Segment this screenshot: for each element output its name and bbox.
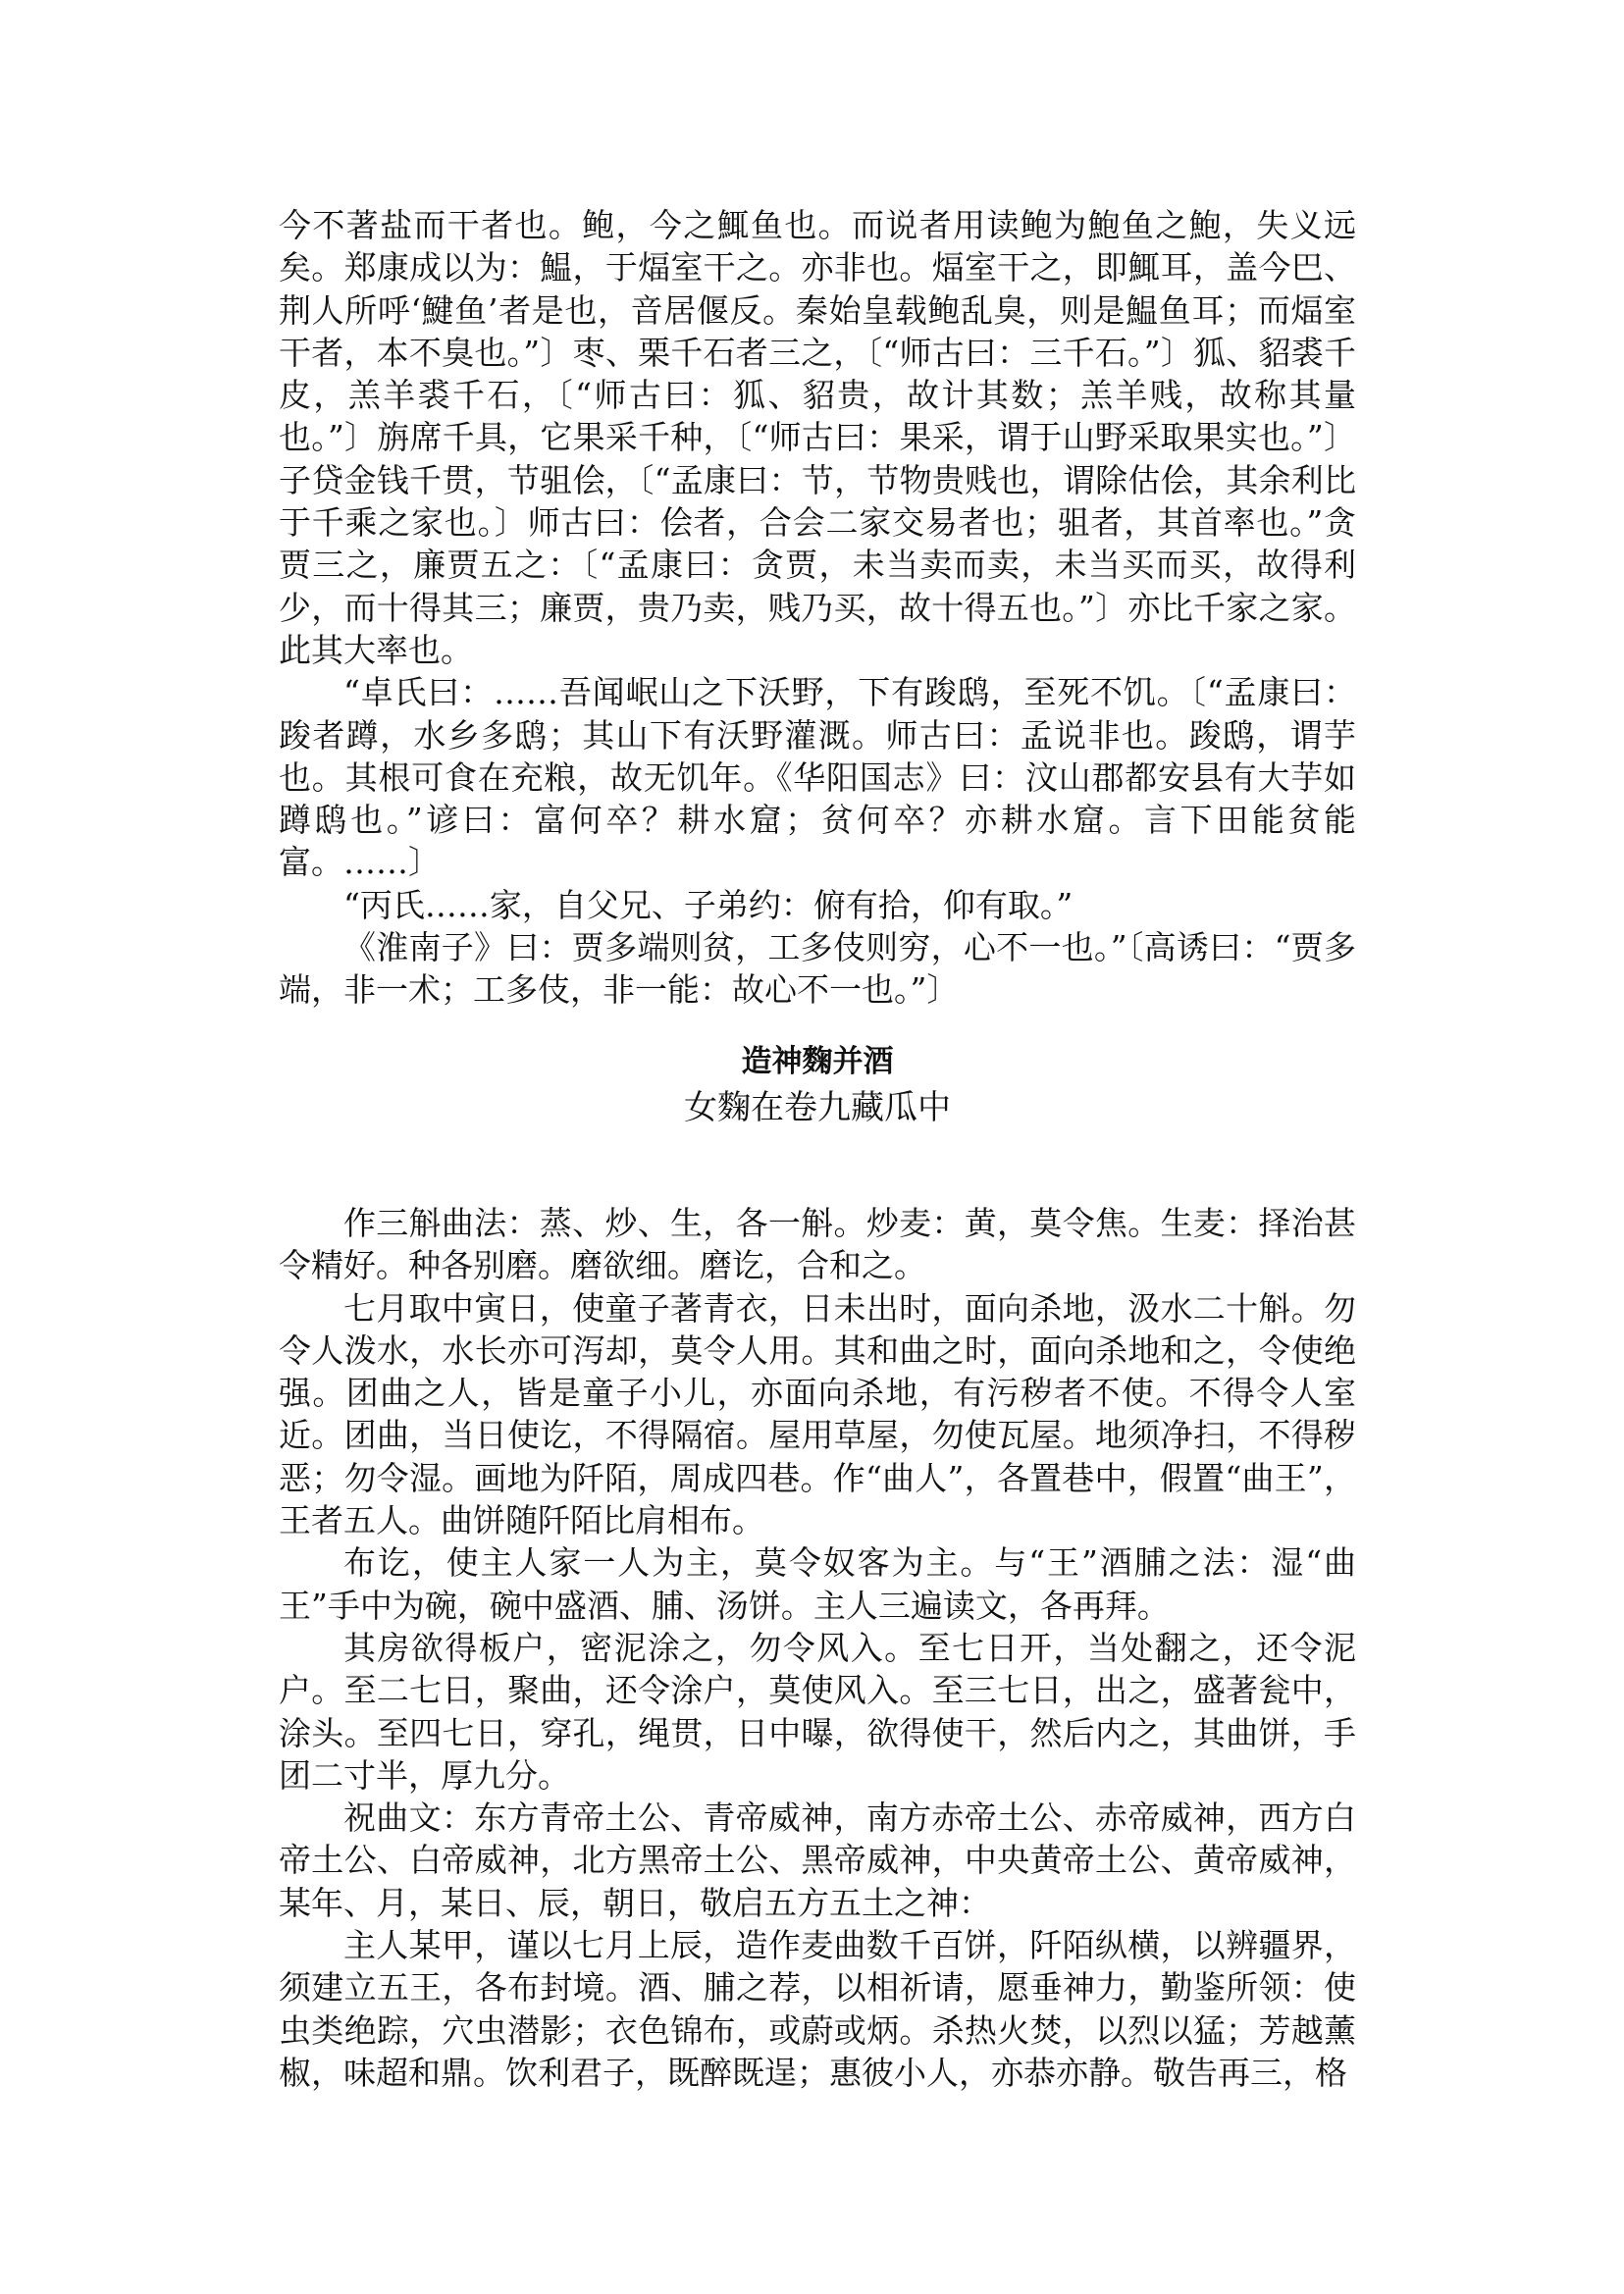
paragraph: 其房欲得板户，密泥涂之，勿令风入。至七日开，当处翻之，还令泥户。至二七日，聚曲，还令涂户，莫使风入。至三七日，出之，盛著瓮中，涂头。至四七日，穿孔，绳贯，日中曝，欲得使干，然后内之，其曲饼，手团二寸半，厚九分。 [279,1628,1356,1795]
paragraph: 祝曲文：东方青帝土公、青帝威神，南方赤帝土公、赤帝威神，西方白帝土公、白帝威神，北方黑帝土公、黑帝威神，中央黄帝土公、黄帝威神，某年、月，某日、辰，朝日，敬启五方五土之神： [279,1799,1356,1922]
top-text-block [279,204,1356,1012]
paragraph: 今不著盐而干者也。鲍，今之鮿鱼也。而说者用读鲍为鮑鱼之鮑，失义远矣。郑康成以为：鰛，于煏室干之。亦非也。煏室干之，即鮿耳，盖今巴、荆人所呼‘鰎鱼’者是也，音居偃反。秦始皇载鲍乱臭，则是鰛鱼耳；而煏室干者，本不臭也。”〕枣、栗千石者三之，〔“师古曰：三千石。”〕狐、貂裘千皮，羔羊裘千石，〔“师古曰：狐、貂贵，故计其数；羔羊贱，故称其量也。”〕旃席千具，它果采千种，〔“师古曰：果采，谓于山野采取果实也。”〕子贷金钱千贯，节驵侩，〔“孟康曰：节，节物贵贱也，谓除估侩，其余利比于千乘之家也。〕师古曰：侩者，合会二家交易者也；驵者，其首率也。”贪贾三之，廉贾五之：〔“孟康曰：贪贾，未当卖而卖，未当买而买，故得利少，而十得其三；廉贾，贵乃卖，贱乃买，故十得五也。”〕亦比千家之家。此其大率也。 [279,206,1356,669]
body-text-block [279,1202,1356,2094]
paragraph: “丙氏……家，自父兄、子弟约：俯有拾，仰有取。” [343,885,1074,924]
paragraph: 《淮南子》曰：贾多端则贫，工多伎则穷，心不一也。”〔高诱曰：“贾多端，非一术；工多伎，非一能：故心不一也。”〕 [279,928,1356,1010]
paragraph: “卓氏曰：……吾闻岷山之下沃野，下有踆鸱，至死不饥。〔“孟康曰：踆者蹲，水乡多鸱；其山下有沃野灌溉。师古曰：孟说非也。踆鸱，谓芋也。其根可食在充粮，故无饥年。《华阳国志》曰：汶山郡都安县有大芋如蹲鸱也。”谚曰：富何卒？耕水窟；贫何卒？亦耕水窟。言下田能贫能富。……〕 [279,673,1356,882]
section-title: 造神麴并酒 [741,1044,894,1079]
section-subtitle: 女麴在卷九藏瓜中 [684,1088,951,1127]
paragraph: 布讫，使主人家一人为主，莫令奴客为主。与“王”酒脯之法：湿“曲王”手中为碗，碗中盛酒、脯、汤饼。主人三遍读文，各再拜。 [279,1543,1356,1625]
paragraph: 主人某甲，谨以七月上辰，造作麦曲数千百饼，阡陌纵横，以辨疆界，须建立五王，各布封境。酒、脯之荐，以相祈请，愿垂神力，勤鉴所领：使虫类绝踪，穴虫潜影；衣色锦布，或蔚或炳。杀热火焚，以烈以猛；芳越薰椒，味超和鼎。饮利君子，既醉既逞；惠彼小人，亦恭亦静。敬告再三，格 [279,1926,1356,2092]
paragraph: 七月取中寅日，使童子著青衣，日未出时，面向杀地，汲水二十斛。勿令人泼水，水长亦可泻却，莫令人用。其和曲之时，面向杀地和之，令使绝强。团曲之人，皆是童子小儿，亦面向杀地，有污秽者不使。不得令人室近。团曲，当日使讫，不得隔宿。屋用草屋，勿使瓦屋。地须净扫，不得秽恶；勿令湿。画地为阡陌，周成四巷。作“曲人”，各置巷中，假置“曲王”，王者五人。曲饼随阡陌比肩相布。 [279,1288,1356,1540]
paragraph: 作三斛曲法：蒸、炒、生，各一斛。炒麦：黄，莫令焦。生麦：择治甚令精好。种各别磨。磨欲细。磨讫，合和之。 [279,1204,1356,1285]
